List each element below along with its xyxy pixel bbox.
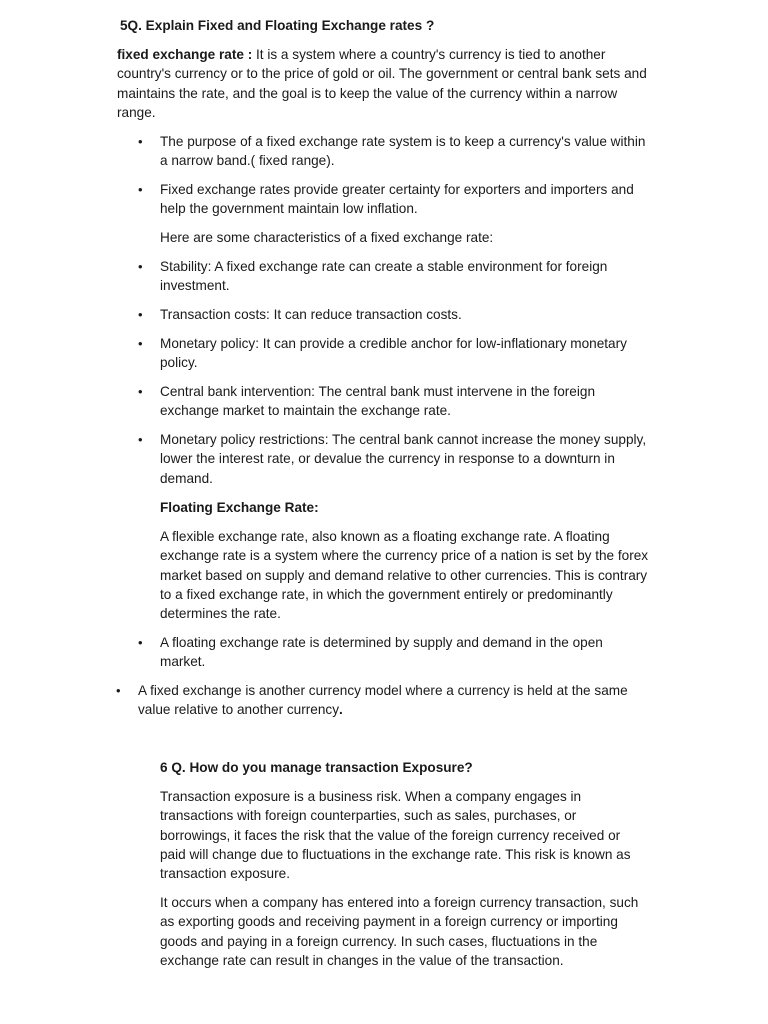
floating-bullet: A floating exchange rate is determined by supply and demand in the open market. <box>160 635 603 670</box>
outer-bullet <box>138 681 648 720</box>
bullet-dot: • <box>138 182 143 197</box>
bullet-dot: • <box>138 432 143 447</box>
bullet-dot: • <box>138 336 143 351</box>
fixed-rate-intro <box>117 45 657 122</box>
restrictions-bullet: Monetary policy restrictions: The central bank cannot increase the money supply, lower the interest rate, or devalue the currency in response to a downturn in demand. <box>160 432 647 486</box>
q6-paragraph-2: It occurs when a company has entered into a foreign currency transaction, such as exporting goods and receiving payment in a foreign currency or importing goods and paying in a foreign currency. In such cases, fluctuations in the exchange rate can result in changes in the value of the transaction. <box>160 895 639 968</box>
central-bank-bullet: Central bank intervention: The central bank must intervene in the foreign exchange market to maintain the exchange rate. <box>160 384 595 419</box>
transaction-costs-bullet: Transaction costs: It can reduce transaction costs. <box>160 307 462 322</box>
stability-bullet: Stability: A fixed exchange rate can create a stable environment for foreign investment. <box>160 259 608 294</box>
bullet-dot: • <box>138 384 143 399</box>
q6-title: 6 Q. How do you manage transaction Exposure? <box>160 760 473 775</box>
floating-paragraph: A flexible exchange rate, also known as a floating exchange rate. A floating exchange rate is a system where the currency price of a nation is set by the forex market based on supply and demand relative to other currencies. This is contrary to a fixed exchange rate, in which the government entirely or predominantly determines the rate. <box>160 529 649 622</box>
bullet-dot: • <box>138 134 143 149</box>
fixed-rate-definition: It is a system where a country's currency is tied to another country's currency or to the price of gold or oil. The government or central bank sets and maintains the rate, and the goal is to keep the value of the currency within a narrow range. <box>117 47 647 120</box>
q6-paragraph-1: Transaction exposure is a business risk. When a company engages in transactions with foreign counterparties, such as sales, purchases, or borrowings, it faces the risk that the value of the foreign currency received or paid will change due to fluctuations in the exchange rate. This risk is known as transaction exposure. <box>160 789 631 882</box>
q5-title: 5Q. Explain Fixed and Floating Exchange rates ? <box>120 18 435 33</box>
monetary-policy-bullet: Monetary policy: It can provide a credible anchor for low-inflationary monetary policy. <box>160 336 627 371</box>
bullet-dot: • <box>138 307 143 322</box>
outer-bullet-period: . <box>339 702 343 718</box>
certainty-bullet: Fixed exchange rates provide greater certainty for exporters and importers and help the government maintain low inflation. <box>160 182 634 217</box>
fixed-rate-label: fixed exchange rate : <box>117 47 253 62</box>
bullet-dot: • <box>116 683 121 698</box>
bullet-dot: • <box>138 635 143 650</box>
purpose-bullet: The purpose of a fixed exchange rate system is to keep a currency's value within a narrow band.( fixed range). <box>160 134 646 169</box>
outer-bullet-text: A fixed exchange is another currency model where a currency is held at the same value relative to another currency <box>138 683 628 718</box>
characteristics-heading: Here are some characteristics of a fixed exchange rate: <box>160 230 494 245</box>
bullet-dot: • <box>138 259 143 274</box>
floating-heading: Floating Exchange Rate: <box>160 500 319 515</box>
